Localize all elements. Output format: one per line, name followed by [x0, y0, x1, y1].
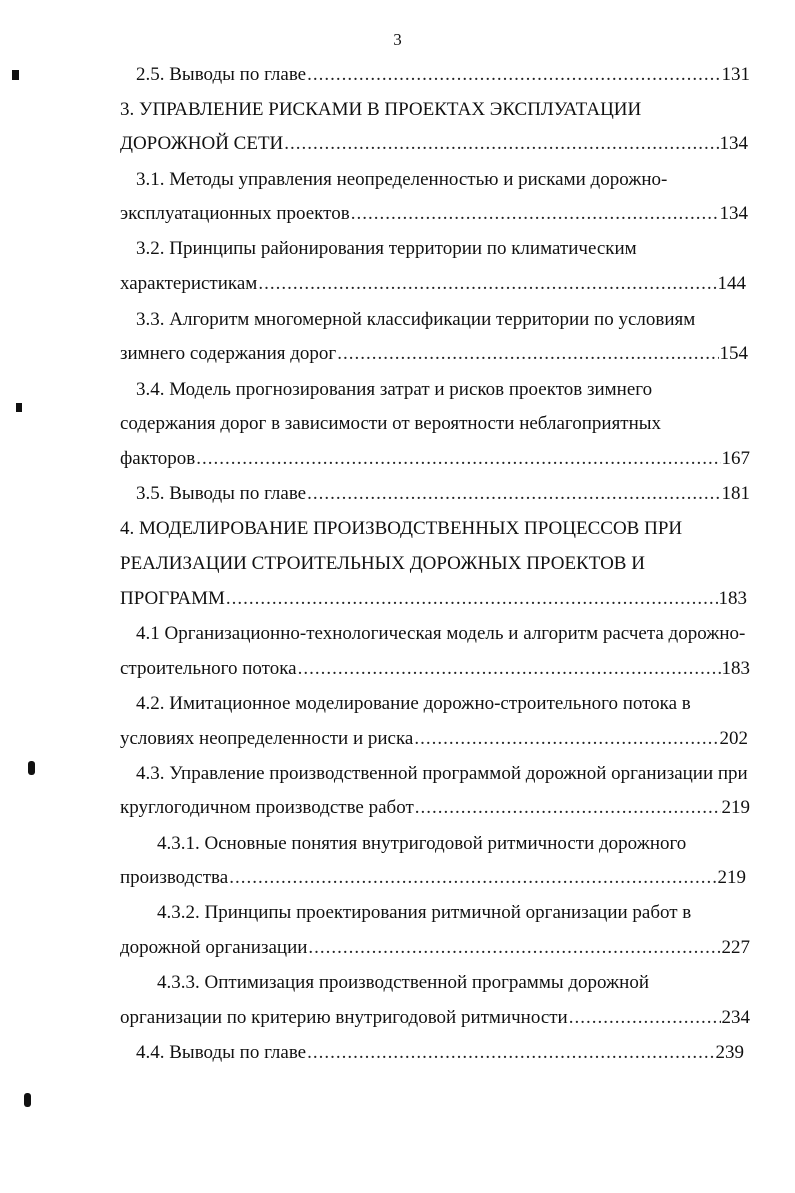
toc-leader-dots: [307, 60, 720, 90]
toc-entry-text: дорожной организации: [120, 937, 308, 958]
toc-line-17: [136, 619, 776, 649]
toc-line-1: [136, 60, 750, 90]
toc-entry-text: характеристикам: [120, 273, 258, 294]
toc-line-20: [120, 724, 748, 754]
toc-line-14: [120, 514, 760, 544]
toc-line-29: [136, 1038, 744, 1068]
toc-page-number: 181: [721, 483, 750, 504]
toc-entry-text: ДОРОЖНОЙ СЕТИ: [120, 133, 284, 154]
toc-entry-text: содержания дорог в зависимости от вероятности неблагоприятных: [120, 413, 662, 434]
toc-entry-text: 3.5. Выводы по главе: [136, 483, 307, 504]
toc-page-number: 144: [717, 273, 746, 294]
toc-entry-text: 2.5. Выводы по главе: [136, 64, 307, 85]
toc-entry-text: 3.4. Модель прогнозирования затрат и рисков проектов зимнего: [136, 379, 653, 400]
toc-entry-text: факторов: [120, 448, 196, 469]
toc-line-28: [120, 1003, 750, 1033]
toc-entry-text: 4.2. Имитационное моделирование дорожно-строительного потока в: [136, 693, 691, 714]
toc-leader-dots: [298, 654, 721, 684]
toc-line-7: [120, 269, 746, 299]
scan-mark: [28, 761, 35, 775]
toc-line-25: [157, 898, 767, 928]
toc-line-3: [120, 129, 748, 159]
toc-entry-text: строительного потока: [120, 658, 297, 679]
toc-leader-dots: [414, 724, 718, 754]
scan-mark: [12, 70, 19, 80]
toc-page-number: 183: [718, 588, 747, 609]
toc-entry-text: 4.1 Организационно-технологическая модель и алгоритм расчета дорожно-: [136, 623, 746, 644]
toc-leader-dots: [196, 444, 720, 474]
toc-entry-text: организации по критерию внутригодовой ритмичности: [120, 1007, 568, 1028]
toc-entry-text: условиях неопределенности и риска: [120, 728, 414, 749]
toc-page-number: 219: [717, 867, 746, 888]
toc-line-22: [120, 793, 750, 823]
toc-entry-text: производства: [120, 867, 229, 888]
toc-line-27: [157, 968, 767, 998]
toc-leader-dots: [337, 339, 718, 369]
toc-line-10: [136, 375, 766, 405]
toc-leader-dots: [415, 793, 721, 823]
toc-line-4: [136, 165, 766, 195]
toc-page-number: 183: [721, 658, 750, 679]
toc-page-number: 219: [721, 797, 750, 818]
toc-line-5: [120, 199, 748, 229]
toc-entry-text: ПРОГРАММ: [120, 588, 225, 609]
toc-entry-text: 4.4. Выводы по главе: [136, 1042, 307, 1063]
toc-entry-text: зимнего содержания дорог: [120, 343, 337, 364]
page-number: 3: [393, 30, 402, 49]
toc-page-number: 239: [715, 1042, 744, 1063]
toc-line-19: [136, 689, 766, 719]
toc-line-2: [120, 95, 760, 125]
scan-mark: [24, 1093, 31, 1107]
toc-entry-text: 3.3. Алгоритм многомерной классификации территории по условиям: [136, 309, 696, 330]
toc-entry-text: круглогодичном производстве работ: [120, 797, 414, 818]
toc-page-number: 227: [721, 937, 750, 958]
toc-entry-text: 3. УПРАВЛЕНИЕ РИСКАМИ В ПРОЕКТАХ ЭКСПЛУАТАЦИИ: [120, 99, 642, 120]
toc-line-6: [136, 234, 766, 264]
toc-line-24: [120, 863, 746, 893]
toc-entry-text: 4.3. Управление производственной программой дорожной организации при: [136, 763, 748, 784]
toc-page-number: 202: [719, 728, 748, 749]
toc-line-21: [136, 759, 776, 789]
toc-entry-text: 4. МОДЕЛИРОВАНИЕ ПРОИЗВОДСТВЕННЫХ ПРОЦЕССОВ ПРИ: [120, 518, 683, 539]
toc-page-number: 167: [721, 448, 750, 469]
toc-page-number: 154: [719, 343, 748, 364]
toc-leader-dots: [569, 1003, 721, 1033]
toc-leader-dots: [308, 933, 720, 963]
toc-entry-text: 3.2. Принципы районирования территории по климатическим: [136, 238, 637, 259]
toc-leader-dots: [229, 863, 716, 893]
toc-page-number: 234: [721, 1007, 750, 1028]
toc-leader-dots: [284, 129, 718, 159]
toc-leader-dots: [258, 269, 716, 299]
toc-line-16: [120, 584, 747, 614]
toc-entry-text: 4.3.2. Принципы проектирования ритмичной организации работ в: [157, 902, 692, 923]
toc-line-9: [120, 339, 748, 369]
toc-page-number: 134: [719, 133, 748, 154]
toc-leader-dots: [351, 199, 719, 229]
toc-line-8: [136, 305, 766, 335]
toc-page-number: 131: [721, 64, 750, 85]
toc-line-12: [120, 444, 750, 474]
scan-mark: [16, 403, 22, 412]
toc-entry-text: РЕАЛИЗАЦИИ СТРОИТЕЛЬНЫХ ДОРОЖНЫХ ПРОЕКТОВ И: [120, 553, 645, 574]
toc-line-18: [120, 654, 750, 684]
toc-page-number: 134: [719, 203, 748, 224]
toc-entry-text: эксплуатационных проектов: [120, 203, 350, 224]
toc-line-13: [136, 479, 750, 509]
toc-leader-dots: [226, 584, 718, 614]
toc-entry-text: 4.3.1. Основные понятия внутригодовой ритмичности дорожного: [157, 833, 687, 854]
toc-line-15: [120, 549, 760, 579]
toc-entry-text: 3.1. Методы управления неопределенностью и рисками дорожно-: [136, 169, 668, 190]
toc-leader-dots: [307, 479, 720, 509]
toc-leader-dots: [307, 1038, 714, 1068]
toc-line-26: [120, 933, 750, 963]
toc-line-23: [157, 829, 767, 859]
toc-line-11: [120, 409, 760, 439]
toc-entry-text: 4.3.3. Оптимизация производственной программы дорожной: [157, 972, 650, 993]
